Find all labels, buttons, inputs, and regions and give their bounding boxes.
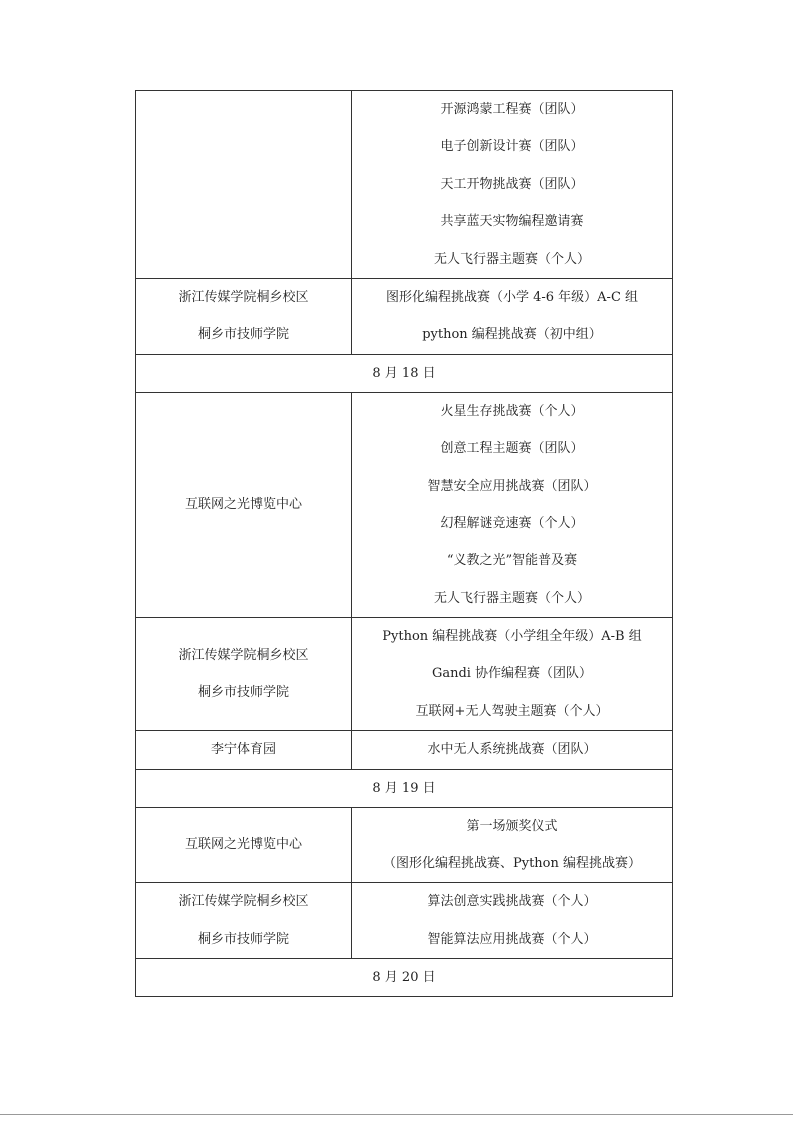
schedule-row	[136, 392, 673, 617]
venue-name: 浙江传媒学院桐乡校区	[178, 289, 309, 305]
date-label: 8 月 20 日	[372, 970, 436, 986]
event-name: 算法创意实践挑战赛（个人）	[427, 894, 597, 910]
events-cell	[352, 618, 673, 731]
venue-name: 浙江传媒学院桐乡校区	[178, 647, 309, 663]
event-name: python 编程挑战赛（初中组）	[422, 327, 602, 343]
event-name: 电子创新设计赛（团队）	[440, 139, 584, 155]
venue-cell	[136, 883, 352, 959]
event-name: 火星生存挑战赛（个人）	[440, 403, 584, 419]
schedule-row	[136, 883, 673, 959]
event-name: 开源鸿蒙工程赛（团队）	[440, 102, 584, 117]
event-name: 共享蓝天实物编程邀请赛	[440, 214, 584, 230]
event-name: “义教之光”智能普及赛	[446, 553, 578, 569]
date-label: 8 月 18 日	[372, 365, 436, 381]
page-bottom-rule	[0, 1114, 793, 1115]
schedule-table	[135, 90, 673, 997]
date-cell	[136, 354, 673, 392]
venue-cell	[136, 618, 352, 731]
schedule-body	[136, 91, 673, 997]
date-row	[136, 354, 673, 392]
venue-name: 互联网之光博览中心	[184, 497, 302, 513]
venue-name: 互联网之光博览中心	[184, 837, 302, 853]
event-name: 互联网+无人驾驶主题赛（个人）	[415, 703, 609, 719]
venue-name: 李宁体育园	[210, 742, 276, 758]
events-cell	[352, 883, 673, 959]
date-cell	[136, 959, 673, 997]
event-name: （图形化编程挑战赛、Python 编程挑战赛）	[382, 856, 642, 872]
events-cell	[352, 731, 673, 769]
event-name: 无人飞行器主题赛（个人）	[433, 251, 590, 267]
event-name: 水中无人系统挑战赛（团队）	[427, 742, 597, 758]
schedule-row	[136, 618, 673, 731]
event-name: 无人飞行器主题赛（个人）	[433, 590, 590, 606]
event-name: 创意工程主题赛（团队）	[440, 441, 584, 457]
venue-name: 桐乡市技师学院	[197, 685, 289, 701]
event-name: 图形化编程挑战赛（小学 4-6 年级）A-C 组	[385, 289, 639, 305]
venue-name: 浙江传媒学院桐乡校区	[178, 894, 309, 910]
event-name: 智慧安全应用挑战赛（团队）	[427, 478, 597, 494]
venue-cell	[136, 91, 352, 279]
venue-name: 桐乡市技师学院	[197, 931, 289, 947]
venue-cell	[136, 731, 352, 769]
events-cell	[352, 807, 673, 883]
schedule-row	[136, 807, 673, 883]
date-row	[136, 769, 673, 807]
schedule-row	[136, 91, 673, 279]
date-row	[136, 959, 673, 997]
venue-cell	[136, 807, 352, 883]
event-name: Gandi 协作编程赛（团队）	[431, 666, 593, 682]
venue-cell	[136, 278, 352, 354]
events-cell	[352, 91, 673, 279]
events-cell	[352, 392, 673, 617]
date-label: 8 月 19 日	[372, 780, 436, 796]
venue-cell	[136, 392, 352, 617]
schedule-row	[136, 278, 673, 354]
date-cell	[136, 769, 673, 807]
schedule-row	[136, 731, 673, 769]
venue-name: 桐乡市技师学院	[197, 327, 289, 343]
events-cell	[352, 278, 673, 354]
event-name: 天工开物挑战赛（团队）	[440, 176, 584, 192]
event-name: 第一场颁奖仪式	[466, 818, 558, 834]
event-name: Python 编程挑战赛（小学组全年级）A-B 组	[382, 629, 642, 645]
event-name: 幻程解谜竞速赛（个人）	[440, 515, 584, 531]
event-name: 智能算法应用挑战赛（个人）	[427, 931, 597, 947]
